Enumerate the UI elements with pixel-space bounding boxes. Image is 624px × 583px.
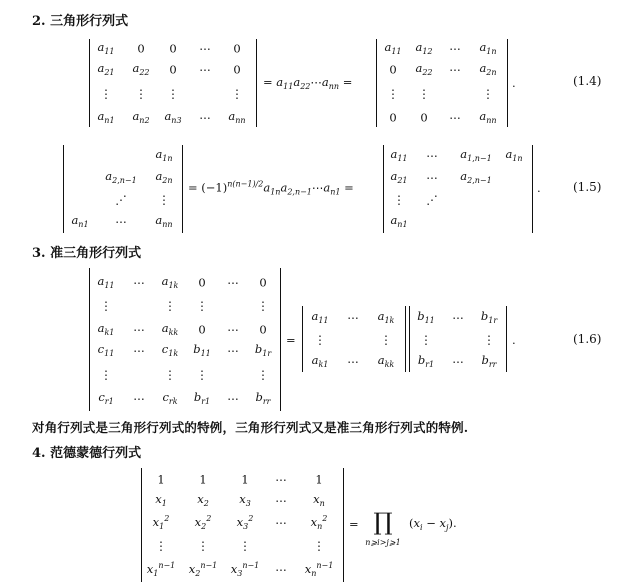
equation-number: (1.5): [573, 180, 602, 194]
matrix-entry: $a_{2,n-1}$: [105, 168, 137, 186]
matrix-entry: $a_{kk}$: [161, 320, 179, 338]
section-title: 准三角形行列式: [50, 246, 142, 261]
matrix-entry: ⋮: [158, 192, 170, 207]
matrix-entry: $x_2$: [197, 491, 209, 509]
matrix-entry: $a_{n1}$: [97, 108, 115, 126]
matrix-entry: $b_{11}$: [193, 341, 211, 359]
matrix-entry: ⋯: [449, 41, 461, 56]
matrix-entry: ⋮: [135, 86, 147, 101]
matrix-entry: $a_{1k}$: [161, 273, 179, 291]
matrix-entry: $c_{11}$: [97, 341, 115, 359]
matrix-entry: 0: [198, 275, 206, 290]
matrix-entry: ⋮: [100, 367, 112, 382]
matrix-entry: ⋮: [164, 367, 176, 382]
equation-text: .: [512, 76, 516, 90]
matrix-entry: ⋮: [420, 332, 432, 347]
matrix-entry: ⋮: [257, 298, 269, 313]
matrix-entry: $b_{rr}$: [255, 389, 271, 407]
matrix-entry: $x_1^2$: [152, 513, 170, 532]
equation-text: .: [512, 333, 516, 347]
matrix-entry: $a_{2n}$: [479, 60, 497, 78]
matrix-entry: ⋯: [347, 310, 359, 325]
matrix-entry: ⋯: [452, 354, 464, 369]
product-symbol: ∏: [373, 508, 393, 536]
matrix-entry: 1: [157, 472, 165, 487]
section-number: 4.: [32, 446, 46, 461]
block-triangular-determinant: [89, 268, 281, 411]
matrix-entry: ⋯: [275, 472, 287, 487]
equation-text: =: [286, 333, 296, 347]
matrix-entry: 0: [198, 322, 206, 337]
matrix-entry: ⋮: [483, 332, 495, 347]
matrix-entry: ⋮: [231, 86, 243, 101]
matrix-entry: ⋮: [314, 332, 326, 347]
matrix-entry: $a_{nn}$: [479, 108, 497, 126]
matrix-entry: $b_{r1}$: [193, 389, 211, 407]
section-heading-triangular: [32, 10, 128, 29]
equation-text: = $(-1)^{n(n-1)/2}a_{1n}a_{2,n-1}\cdots a_{n1}$ =: [188, 179, 354, 197]
matrix-entry: ⋮: [482, 86, 494, 101]
equation-text: $(x_i - x_j)$.: [409, 515, 457, 533]
matrix-entry: ⋯: [426, 148, 438, 163]
matrix-entry: ⋯: [449, 110, 461, 125]
matrix-entry: ⋯: [199, 110, 211, 125]
matrix-entry: ⋮: [155, 538, 167, 553]
matrix-entry: $b_{1r}$: [480, 308, 498, 326]
matrix-entry: 1: [199, 472, 207, 487]
matrix-entry: $x_1$: [155, 491, 167, 509]
matrix-entry: $b_{11}$: [417, 308, 435, 326]
matrix-entry: $a_{11}$: [390, 146, 408, 164]
matrix-entry: ⋮: [100, 298, 112, 313]
matrix-entry: $a_{kk}$: [377, 352, 395, 370]
matrix-entry: ⋯: [227, 322, 239, 337]
matrix-entry: ⋯: [347, 354, 359, 369]
matrix-entry: $a_{21}$: [97, 60, 115, 78]
matrix-entry: $a_{n3}$: [164, 108, 182, 126]
section-number: 2.: [32, 14, 46, 29]
matrix-entry: 0: [389, 62, 397, 77]
matrix-entry: $a_{k1}$: [97, 320, 115, 338]
matrix-entry: $a_{11}$: [384, 39, 402, 57]
matrix-entry: $a_{1,n-1}$: [460, 146, 492, 164]
matrix-entry: 1: [315, 472, 323, 487]
matrix-entry: ⋯: [133, 343, 145, 358]
matrix-entry: $a_{n1}$: [390, 212, 408, 230]
matrix-entry: $b_{r1}$: [417, 352, 435, 370]
equation-text: =: [349, 517, 359, 531]
matrix-entry: $a_{22}$: [132, 60, 150, 78]
matrix-entry: 1: [241, 472, 249, 487]
matrix-entry: $a_{2n}$: [155, 168, 173, 186]
matrix-entry: ⋮: [167, 86, 179, 101]
note-text: 对角行列式是三角形行列式的特例，三角形行列式又是准三角形行列式的特例.: [32, 420, 469, 435]
matrix-entry: ⋮: [239, 538, 251, 553]
matrix-entry: ⋯: [452, 310, 464, 325]
matrix-entry: ⋯: [275, 515, 287, 530]
matrix-entry: ⋮: [196, 367, 208, 382]
matrix-entry: $a_{1n}$: [505, 146, 523, 164]
matrix-entry: $x_3^2$: [236, 513, 254, 532]
matrix-entry: 0: [259, 322, 267, 337]
matrix-entry: ⋯: [115, 214, 127, 229]
matrix-entry: 0: [169, 41, 177, 56]
matrix-entry: 0: [420, 110, 428, 125]
matrix-entry: 0: [233, 62, 241, 77]
matrix-entry: $b_{1r}$: [254, 341, 272, 359]
matrix-entry: ⋯: [275, 493, 287, 508]
section-heading-quasi-triangular: [32, 242, 141, 261]
matrix-entry: $a_{21}$: [390, 168, 408, 186]
matrix-entry: ⋮: [393, 192, 405, 207]
matrix-entry: ⋮: [387, 86, 399, 101]
matrix-entry: $x_n$: [313, 491, 325, 509]
equation-number: (1.6): [573, 332, 602, 346]
matrix-entry: 0: [389, 110, 397, 125]
matrix-entry: ⋰: [426, 192, 438, 207]
matrix-entry: ⋮: [380, 332, 392, 347]
matrix-entry: $x_1^{n-1}$: [146, 560, 176, 579]
matrix-entry: $b_{rr}$: [481, 352, 497, 370]
matrix-entry: ⋯: [199, 62, 211, 77]
matrix-entry: ⋯: [449, 62, 461, 77]
matrix-entry: 0: [259, 275, 267, 290]
matrix-entry: ⋮: [313, 538, 325, 553]
matrix-entry: $a_{12}$: [415, 39, 433, 57]
equation-text: = $a_{11}a_{22}\cdots a_{nn}$ =: [263, 74, 353, 92]
section-heading-vandermonde: [32, 442, 141, 461]
matrix-entry: $x_3$: [239, 491, 251, 509]
matrix-entry: $c_{rk}$: [162, 389, 178, 407]
matrix-entry: ⋯: [199, 41, 211, 56]
matrix-entry: $c_{r1}$: [98, 389, 114, 407]
matrix-entry: ⋯: [426, 170, 438, 185]
matrix-entry: ⋯: [227, 343, 239, 358]
matrix-entry: ⋰: [115, 192, 127, 207]
matrix-entry: ⋯: [133, 275, 145, 290]
matrix-entry: $a_{11}$: [97, 39, 115, 57]
matrix-entry: $a_{n2}$: [132, 108, 150, 126]
equation-number: (1.4): [573, 74, 602, 88]
matrix-entry: $a_{1n}$: [155, 146, 173, 164]
matrix-entry: $a_{k1}$: [311, 352, 329, 370]
matrix-entry: $x_2^2$: [194, 513, 212, 532]
matrix-entry: $x_n^{n-1}$: [304, 560, 334, 579]
matrix-entry: $a_{1n}$: [479, 39, 497, 57]
matrix-entry: $c_{1k}$: [161, 341, 179, 359]
matrix-entry: ⋯: [227, 391, 239, 406]
matrix-entry: ⋮: [418, 86, 430, 101]
matrix-entry: $a_{11}$: [97, 273, 115, 291]
section-title: 三角形行列式: [50, 14, 129, 29]
matrix-entry: $a_{nn}$: [155, 212, 173, 230]
matrix-entry: ⋯: [227, 275, 239, 290]
matrix-entry: ⋯: [133, 391, 145, 406]
matrix-entry: ⋮: [196, 298, 208, 313]
matrix-entry: $x_2^{n-1}$: [188, 560, 218, 579]
matrix-entry: $x_3^{n-1}$: [230, 560, 260, 579]
matrix-entry: $x_n^2$: [310, 513, 328, 532]
matrix-entry: 0: [137, 41, 145, 56]
matrix-entry: ⋮: [257, 367, 269, 382]
matrix-entry: $a_{2,n-1}$: [460, 168, 492, 186]
matrix-entry: $a_{11}$: [311, 308, 329, 326]
equation-text: .: [537, 181, 541, 195]
matrix-entry: ⋯: [275, 562, 287, 577]
matrix-entry: $a_{nn}$: [228, 108, 246, 126]
matrix-entry: $a_{22}$: [415, 60, 433, 78]
section-title: 范德蒙德行列式: [50, 446, 142, 461]
matrix-entry: ⋮: [197, 538, 209, 553]
matrix-entry: ⋮: [100, 86, 112, 101]
product-index: n⩾i>j⩾1: [365, 538, 401, 547]
matrix-entry: ⋮: [164, 298, 176, 313]
matrix-entry: ⋯: [133, 322, 145, 337]
matrix-entry: 0: [233, 41, 241, 56]
section-number: 3.: [32, 246, 46, 261]
matrix-entry: $a_{1k}$: [377, 308, 395, 326]
matrix-entry: 0: [169, 62, 177, 77]
matrix-entry: $a_{n1}$: [71, 212, 89, 230]
